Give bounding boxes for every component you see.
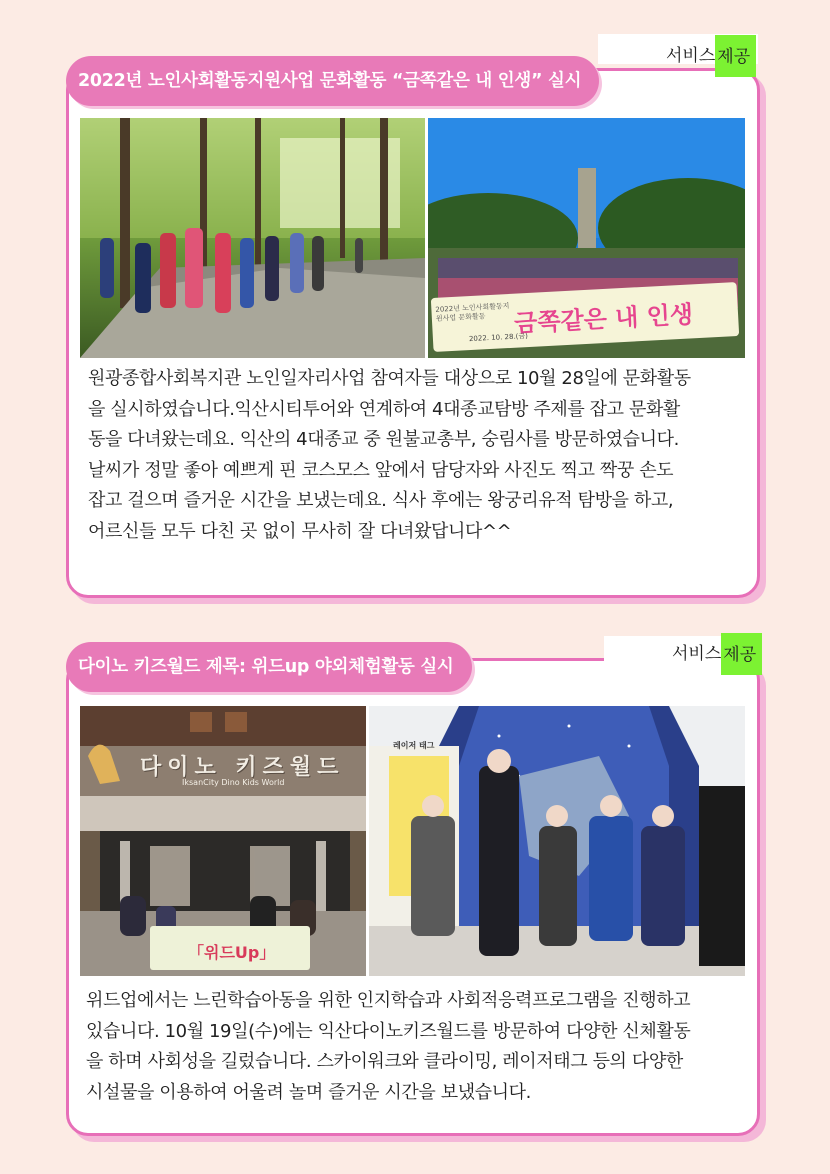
badge-highlight-2: 제공 [721,633,762,675]
paragraph-line: 위드업에서는 느린학습아동을 위한 인지학습과 사회적응력프로그램을 진행하고 [86,990,691,1011]
paragraph-line: 을 실시하였습니다.익산시티투어와 연계하여 4대종교탐방 주제를 잡고 문화활 [88,398,680,420]
group-banner-date: 2022. 10. 28.(금) [468,332,529,344]
paragraph-line: 원광종합사회복지관 노인일자리사업 참여자들 대상으로 10월 28일에 문화활동 [88,368,691,389]
laser-tag-poster-title: 레이저 태그 [393,741,435,750]
photo-forest-walk [80,118,425,358]
withup-banner [150,926,310,970]
paragraph-line: 어르신들 모두 다친 곳 없이 무사히 잘 다녀왔답니다^^ [88,520,512,542]
photo-group-banner [428,118,745,358]
photo-laser-tag [369,706,745,976]
paragraph-line: 을 하며 사회성을 길렀습니다. 스카이워크와 클라이밍, 레이저태그 등의 다양한 [86,1051,683,1072]
paragraph-line: 있습니다. 10월 19일(수)에는 익산다이노키즈월드를 방문하여 다양한 신체활동 [86,1020,691,1042]
group-banner-title: 금쪽같은 내 인생 [513,300,694,338]
paragraph-line: 날씨가 정말 좋아 예쁘게 핀 코스모스 앞에서 담당자와 사진도 찍고 짝꿍 손도 [88,459,674,481]
dino-sign-sub: IksanCity Dino Kids World [182,778,285,787]
badge-prefix-2: 서비스 [672,644,722,664]
section-title-2: 다이노 키즈월드 제목: 위드up 야외체험활동 실시 [66,642,472,692]
badge-prefix-1: 서비스 [666,46,716,66]
paragraph-line: 동을 다녀왔는데요. 익산의 4대종교 중 원불교총부, 숭림사를 방문하였습니다. [88,429,679,450]
badge-highlight-1: 제공 [715,35,756,77]
section2-paragraph [86,986,690,1108]
withup-banner-text: 「위드Up」 [188,943,276,962]
dino-sign: 다이노 키즈월드 [140,755,345,780]
paragraph-line: 시설물을 이용하여 어울려 놀며 즐거운 시간을 보냈습니다. [86,1081,531,1103]
service-badge-1 [666,38,756,74]
service-badge-2 [672,636,762,672]
group-banner-small: 2022년 노인사회활동지원사업 문화활동 [435,301,510,323]
section1-paragraph [88,364,691,547]
paragraph-line: 잡고 걸으며 즐거운 시간을 보냈는데요. 식사 후에는 왕궁리유적 탐방을 하고, [88,490,674,511]
photo-dino-kids-world [80,706,366,976]
section-title-1: 2022년 노인사회활동지원사업 문화활동 “금쪽같은 내 인생” 실시 [66,56,599,106]
